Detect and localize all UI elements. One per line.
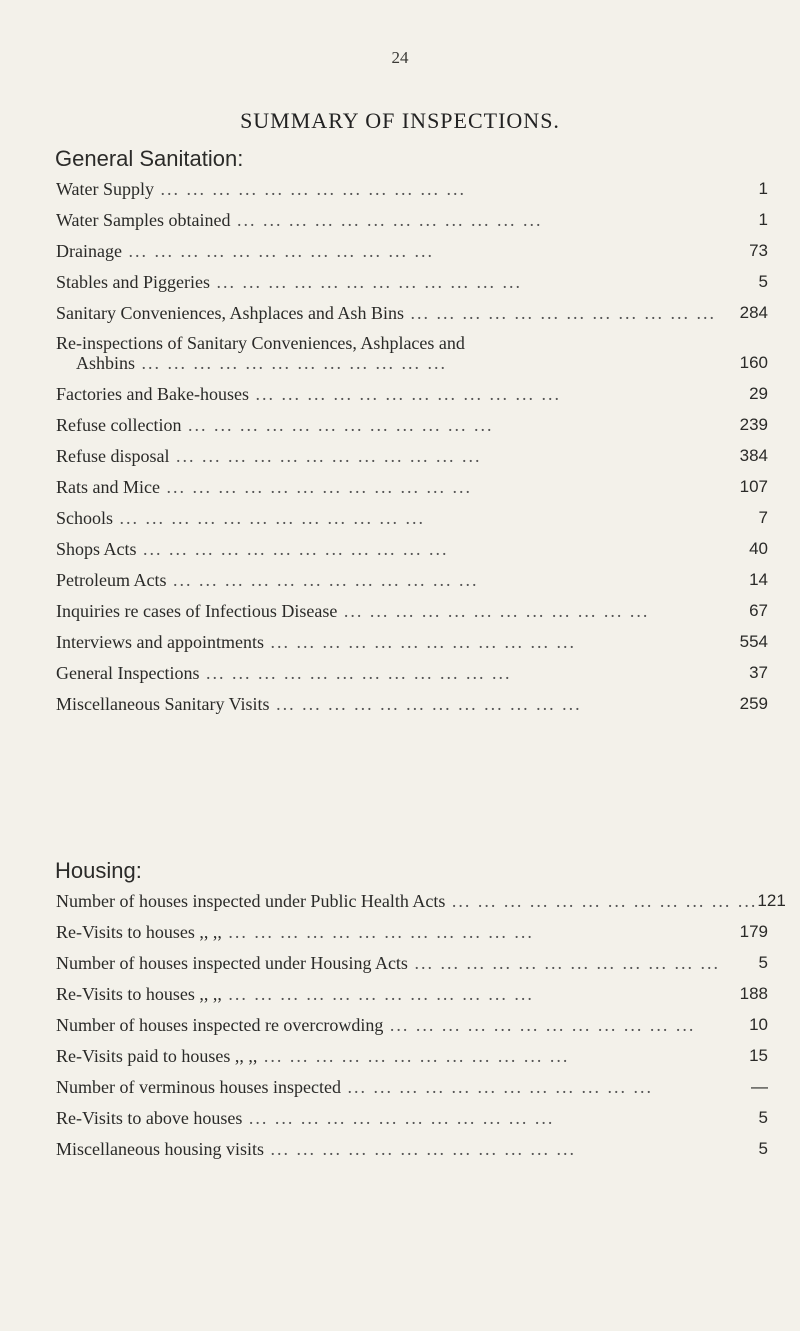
row-value: 554 <box>739 632 768 651</box>
sanitation-row <box>56 404 768 435</box>
row-value: — <box>751 1077 768 1096</box>
sanitation-row <box>56 261 768 292</box>
dot-leader: ... ... ... ... ... ... ... ... ... ... ... ... <box>242 1108 555 1128</box>
row-label: Miscellaneous housing visits <box>56 1139 264 1159</box>
dot-leader: ... ... ... ... ... ... ... ... ... ... ... ... <box>257 1046 570 1066</box>
sanitation-row <box>56 323 768 373</box>
dot-leader: ... ... ... ... ... ... ... ... ... ... ... ... <box>221 984 534 1004</box>
dot-leader: ... ... ... ... ... ... ... ... ... ... ... ... <box>340 1077 653 1097</box>
housing-row <box>56 1004 768 1035</box>
general-sanitation-heading: General Sanitation: <box>55 146 244 171</box>
row-label: Re-Visits paid to houses ,, ,, <box>56 1046 258 1066</box>
page-title: SUMMARY OF INSPECTIONS. <box>240 108 560 133</box>
row-value: 121 <box>757 891 786 910</box>
row-label: Number of verminous houses inspected <box>56 1077 341 1097</box>
row-label: Sanitary Conveniences, Ashplaces and Ash Bins <box>56 303 404 323</box>
dot-leader: ... ... ... ... ... ... ... ... ... ... ... ... <box>445 891 758 911</box>
row-label: Re-Visits to houses ,, ,, <box>56 984 222 1004</box>
dot-leader: ... ... ... ... ... ... ... ... ... ... ... ... <box>221 922 534 942</box>
row-label: Water Supply <box>56 179 155 199</box>
row-value: 1 <box>758 210 768 229</box>
row-value: 1 <box>758 179 768 198</box>
dot-leader: ... ... ... ... ... ... ... ... ... ... ... ... <box>199 663 512 683</box>
row-value: 5 <box>758 272 768 291</box>
row-label: Water Samples obtained <box>56 210 231 230</box>
row-label: Petroleum Acts <box>56 570 167 590</box>
row-label: Miscellaneous Sanitary Visits <box>56 694 270 714</box>
row-label: Refuse collection <box>56 415 182 435</box>
row-label: Drainage <box>56 241 122 261</box>
housing-row <box>56 911 768 942</box>
dot-leader: ... ... ... ... ... ... ... ... ... ... ... ... <box>263 632 576 652</box>
row-label: Factories and Bake-houses <box>56 384 249 404</box>
page-number: 24 <box>391 48 409 67</box>
row-value: 10 <box>749 1015 768 1034</box>
dot-leader: ... ... ... ... ... ... ... ... ... ... ... ... <box>337 601 650 621</box>
row-value: 5 <box>758 1139 768 1158</box>
sanitation-row <box>56 199 768 230</box>
row-label: Re-Visits to above houses <box>56 1108 243 1128</box>
dot-leader: ... ... ... ... ... ... ... ... ... ... ... ... <box>159 477 472 497</box>
row-label: Inquiries re cases of Infectious Disease <box>56 601 338 621</box>
row-label: Number of houses inspected re overcrowding <box>56 1015 384 1035</box>
row-value: 67 <box>749 601 768 620</box>
row-value: 14 <box>749 570 768 589</box>
row-value: 284 <box>739 303 768 322</box>
sanitation-row <box>56 168 768 199</box>
housing-row <box>56 1035 768 1066</box>
row-value: 5 <box>758 1108 768 1127</box>
row-value: 179 <box>739 922 768 941</box>
sanitation-row <box>56 466 768 497</box>
row-label: Refuse disposal <box>56 446 170 466</box>
sanitation-row <box>56 590 768 621</box>
dot-leader: ... ... ... ... ... ... ... ... ... ... ... ... <box>230 210 543 230</box>
row-value: 37 <box>749 663 768 682</box>
dot-leader: ... ... ... ... ... ... ... ... ... ... ... ... <box>166 570 479 590</box>
row-label: Re-inspections of Sanitary Conveniences, Ashplaces and <box>56 333 465 353</box>
sanitation-row <box>56 528 768 559</box>
sanitation-row <box>56 559 768 590</box>
row-value: 29 <box>749 384 768 403</box>
housing-row <box>56 942 768 973</box>
housing-row <box>56 973 768 1004</box>
housing-row <box>56 1097 768 1128</box>
row-value: 384 <box>739 446 768 465</box>
housing-row <box>56 1066 768 1097</box>
row-label: Schools <box>56 508 114 528</box>
row-value: 5 <box>758 953 768 972</box>
dot-leader: ... ... ... ... ... ... ... ... ... ... ... ... <box>407 953 720 973</box>
row-label: Shops Acts <box>56 539 137 559</box>
dot-leader: ... ... ... ... ... ... ... ... ... ... ... ... <box>264 1139 576 1159</box>
row-label: Interviews and appointments <box>56 632 264 652</box>
dot-leader: ... ... ... ... ... ... ... ... ... ... ... ... <box>135 353 448 373</box>
sanitation-row <box>56 497 768 528</box>
dot-leader: ... ... ... ... ... ... ... ... ... ... ... ... <box>248 384 561 404</box>
housing-heading: Housing: <box>55 858 142 883</box>
row-value: 239 <box>739 415 768 434</box>
row-value: 73 <box>749 241 768 260</box>
row-value: 7 <box>758 508 768 527</box>
dot-leader: ... ... ... ... ... ... ... ... ... ... ... ... <box>169 446 482 466</box>
sanitation-row <box>56 683 768 714</box>
general-sanitation-list <box>56 168 768 714</box>
dot-leader: ... ... ... ... ... ... ... ... ... ... ... ... <box>403 303 716 323</box>
dot-leader: ... ... ... ... ... ... ... ... ... ... ... ... <box>269 694 582 714</box>
row-label: Rats and Mice <box>56 477 160 497</box>
sanitation-row <box>56 435 768 466</box>
dot-leader: ... ... ... ... ... ... ... ... ... ... ... ... <box>113 508 426 528</box>
row-value: 160 <box>739 353 768 372</box>
row-label: General Inspections <box>56 663 200 683</box>
row-value: 107 <box>739 477 768 496</box>
row-label: Re-Visits to houses ,, ,, <box>56 922 222 942</box>
row-value: 188 <box>739 984 768 1003</box>
housing-list <box>56 880 786 1159</box>
dot-leader: ... ... ... ... ... ... ... ... ... ... ... ... <box>154 179 467 199</box>
dot-leader: ... ... ... ... ... ... ... ... ... ... ... ... <box>121 241 434 261</box>
sanitation-row <box>56 652 768 683</box>
sanitation-row <box>56 621 768 652</box>
dot-leader: ... ... ... ... ... ... ... ... ... ... ... ... <box>209 272 522 292</box>
row-label: Number of houses inspected under Public Health Acts <box>56 891 446 911</box>
row-value: 15 <box>749 1046 768 1065</box>
housing-row <box>56 1128 768 1159</box>
row-label: Number of houses inspected under Housing Acts <box>56 953 408 973</box>
sanitation-row <box>56 373 768 404</box>
dot-leader: ... ... ... ... ... ... ... ... ... ... ... ... <box>136 539 449 559</box>
dot-leader: ... ... ... ... ... ... ... ... ... ... ... ... <box>383 1015 696 1035</box>
row-value: 259 <box>739 694 768 713</box>
row-value: 40 <box>749 539 768 558</box>
sanitation-row <box>56 230 768 261</box>
housing-row <box>56 880 786 911</box>
row-label-continuation: Ashbins ... ... ... ... ... ... ... ... ... ... ... ... <box>76 353 448 373</box>
dot-leader: ... ... ... ... ... ... ... ... ... ... ... ... <box>181 415 494 435</box>
sanitation-row <box>56 292 768 323</box>
row-label: Stables and Piggeries <box>56 272 210 292</box>
